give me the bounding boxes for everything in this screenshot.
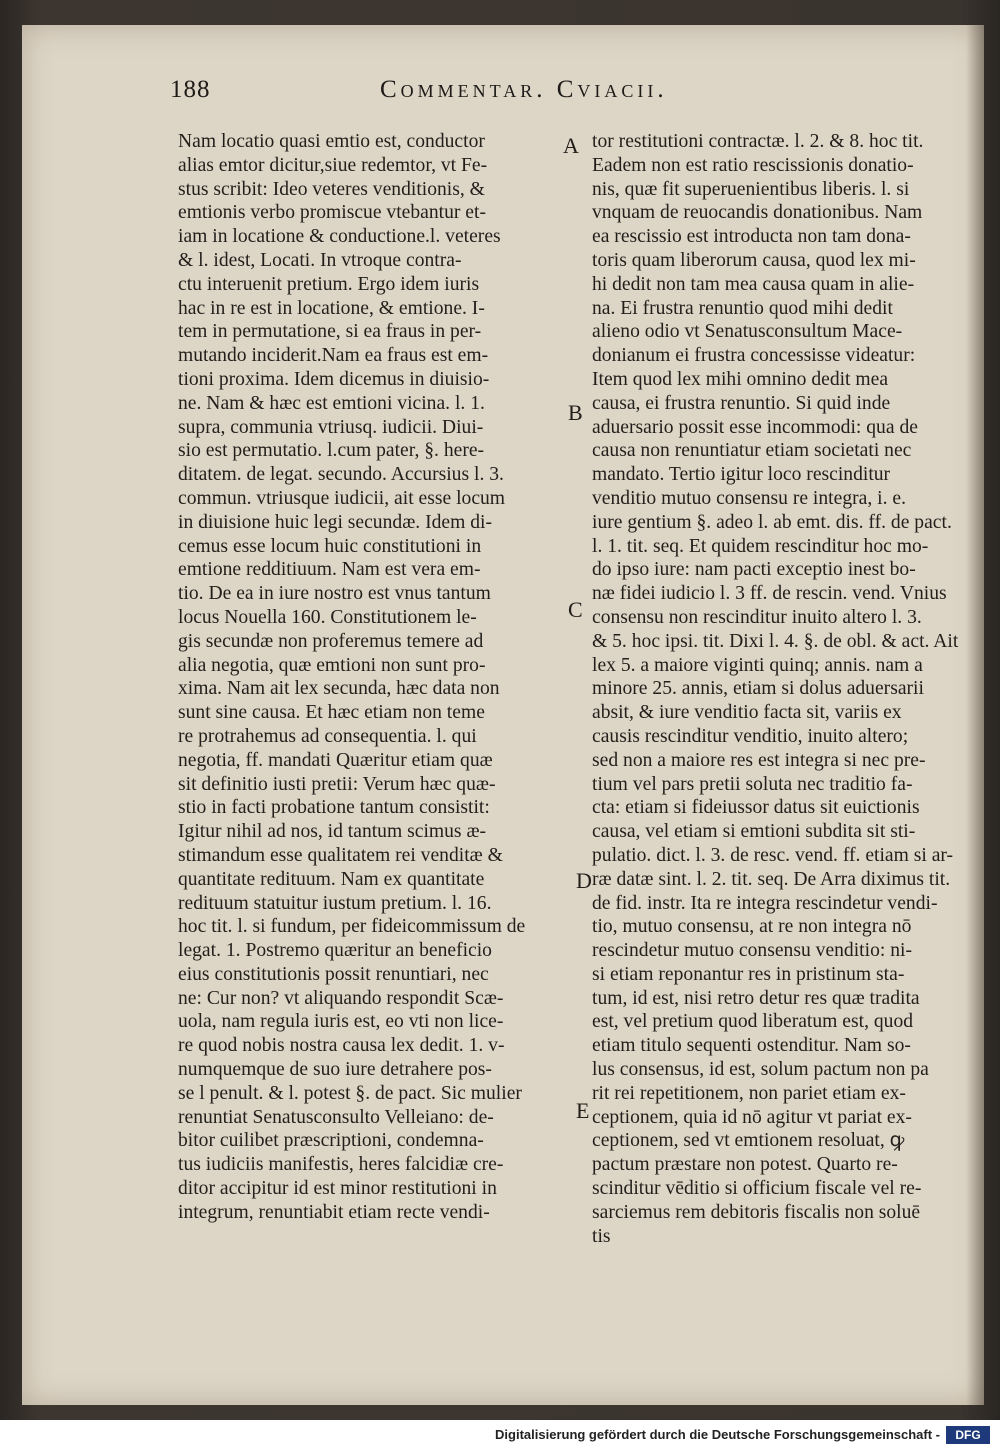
text-line: venditio mutuo consensu re integra, i. e. [592, 487, 906, 509]
text-line: emtione redditiuum. Nam est vera em- [178, 559, 481, 581]
text-line: rit rei repetitionem, non pariet etiam ex- [592, 1082, 906, 1104]
text-line: hoc tit. l. si fundum, per fideicommissum de [178, 916, 526, 938]
text-line: do ipso iure: nam pacti exceptio inest bo- [592, 559, 916, 581]
left-text-column [178, 130, 578, 1225]
text-line: ea rescissio est introducta non tam dona- [592, 226, 911, 248]
text-line: est, vel pretium quod liberatum est, quod [592, 1011, 914, 1033]
text-line: scinditur vēditio si officium fiscale vel re- [592, 1178, 922, 1200]
text-line: ctu interuenit pretium. Ergo idem iuris [178, 273, 480, 295]
text-line: causa non renuntiatur etiam societati nec [592, 440, 912, 462]
text-line: tor restitutioni contractæ. l. 2. & 8. hoc tit. [592, 131, 924, 152]
text-line: legat. 1. Postremo quæritur an beneficio [178, 940, 492, 962]
text-line: & l. idest, Locati. In vtroque contra- [178, 249, 462, 271]
text-line: tum, id est, nisi retro detur res quæ tradita [592, 987, 920, 1009]
text-line: vnquam de reuocandis donationibus. Nam [592, 202, 923, 224]
text-line: sit definitio iusti pretii: Verum hæc quæ- [178, 773, 496, 795]
text-line: Igitur nihil ad nos, id tantum scimus æ- [178, 821, 487, 843]
text-line: renuntiat Senatusconsulto Velleiano: de- [178, 1106, 494, 1128]
text-line: ræ datæ sint. l. 2. tit. seq. De Arra diximus tit. [592, 868, 951, 890]
running-title: Commentar. Cviacii. [380, 76, 668, 103]
text-line: ditatem. de legat. secundo. Accursius l. 3. [178, 464, 504, 486]
footer-bar [0, 1420, 1000, 1452]
text-line: xima. Nam ait lex secunda, hæc data non [178, 678, 500, 700]
text-line: absit, & iure venditio facta sit, variis ex [592, 702, 902, 724]
text-line: gis secundæ non proferemus temere ad [178, 630, 484, 652]
text-line: supra, communia vtriusq. iudicii. Diui- [178, 416, 484, 438]
text-line: re protrahemus ad consequentia. l. qui [178, 725, 477, 747]
text-line: toris quam liberorum causa, quod lex mi- [592, 249, 916, 271]
text-line: tioni proxima. Idem dicemus in diuisio- [178, 368, 490, 390]
text-line: & 5. hoc ipsi. tit. Dixi l. 4. §. de obl. & act. Ait [592, 630, 959, 652]
margin-marker-d: D [576, 868, 592, 893]
text-line: tem in permutatione, si ea fraus in per- [178, 321, 482, 343]
text-line: Item quod lex mihi omnino dedit mea [592, 368, 889, 390]
page-header [170, 70, 790, 110]
text-line: quantitate redituum. Nam ex quantitate [178, 868, 485, 890]
text-line: hac in re est in locatione, & emtione. I- [178, 297, 485, 319]
text-line: mandato. Tertio igitur loco rescinditur [592, 464, 891, 486]
margin-marker-e: E [576, 1098, 590, 1123]
text-line: Eadem non est ratio rescissionis donatio- [592, 154, 914, 176]
text-line: stus scribit: Ideo veteres venditionis, & [178, 178, 485, 200]
text-line: locus Nouella 160. Constitutionem le- [178, 606, 477, 628]
text-line: causa, vel etiam si emtioni subdita sit sti- [592, 821, 916, 843]
text-line: ne. Nam & hæc est emtioni vicina. l. 1. [178, 392, 485, 414]
margin-marker-b: B [568, 400, 583, 425]
text-line: redituum statuitur iustum pretium. l. 16. [178, 892, 492, 914]
text-line: alieno odio vt Senatusconsultum Mace- [592, 321, 903, 343]
text-line: ceptionem, quia id nō agitur vt pariat ex- [592, 1106, 912, 1128]
dfg-logo: DFG [946, 1426, 990, 1444]
text-line: sarciemus rem debitoris fiscalis non soluē [592, 1201, 921, 1223]
footer-credit-text: Digitalisierung gefördert durch die Deutsche Forschungsgemeinschaft - [495, 1427, 940, 1442]
text-line: cta: etiam si fideiussor datus sit euictionis [592, 797, 920, 819]
text-line: pulatio. dict. l. 3. de resc. vend. ff. etiam si ar- [592, 844, 954, 866]
text-line: iam in locatione & conductione.l. veteres [178, 226, 501, 248]
gutter-shadow [966, 25, 984, 1405]
text-line: ne: Cur non? vt aliquando respondit Scæ- [178, 987, 504, 1009]
text-line: tium vel pars pretii soluta nec traditio fa- [592, 773, 913, 795]
text-line: lus consensus, id est, solum pactum non pa [592, 1059, 929, 1081]
text-line: de fid. instr. Ita re integra rescindetur vendi- [592, 892, 938, 914]
text-line: alias emtor dicitur,siue redemtor, vt Fe- [178, 154, 488, 176]
text-line: donianum ei frustra concessisse videatur: [592, 345, 916, 367]
text-line: næ fidei iudicio l. 3 ff. de rescin. vend. Vnius [592, 583, 947, 605]
text-line: eius constitutionis possit renuntiari, nec [178, 963, 489, 985]
text-line: lex 5. a maiore viginti quinq; annis. nam a [592, 654, 923, 676]
text-line: tio. De ea in iure nostro est vnus tantum [178, 583, 491, 605]
text-line: negotia, ff. mandati Quæritur etiam quæ [178, 749, 493, 771]
text-line: ceptionem, sed vt emtionem resoluat, ꝙ [592, 1130, 905, 1152]
text-line: nis, quæ fit superuenientibus liberis. l. si [592, 178, 910, 200]
text-line: causis rescinditur venditio, inuito altero; [592, 725, 909, 747]
text-line: consensu non rescinditur inuito altero l. 3. [592, 606, 922, 628]
text-line: iure gentium §. adeo l. ab emt. dis. ff. de pact. [592, 511, 952, 533]
text-line: hi dedit non tam mea causa quam in alie- [592, 273, 915, 295]
text-line: aduersario possit esse incommodi: qua de [592, 416, 918, 438]
text-line: emtionis verbo promiscue vtebantur et- [178, 202, 486, 224]
text-line: etiam titulo sequenti ostenditur. Nam so- [592, 1035, 911, 1057]
text-line: uola, nam regula iuris est, eo vti non lice- [178, 1011, 504, 1033]
text-line: tis [592, 1225, 611, 1247]
text-line: stio in facti probatione tantum consistit: [178, 797, 490, 819]
text-line: cemus esse locum huic constitutioni in [178, 535, 482, 557]
text-line: mutando inciderit.Nam ea fraus est em- [178, 345, 489, 367]
text-line: na. Ei frustra renuntio quod mihi dedit [592, 297, 893, 319]
text-line: sio est permutatio. l.cum pater, §. here- [178, 440, 485, 462]
text-line: minore 25. annis, etiam si dolus aduersarii [592, 678, 924, 700]
text-line: causa, ei frustra renuntio. Si quid inde [592, 392, 891, 414]
text-line: sed non a maiore res est integra si nec pre- [592, 749, 926, 771]
text-line: numquemque de suo iure detrahere pos- [178, 1059, 492, 1081]
margin-marker-a: A [563, 133, 579, 158]
page-number: 188 [170, 76, 211, 103]
text-line: integrum, renuntiabit etiam recte vendi- [178, 1201, 490, 1223]
text-line: si etiam reponantur res in pristinum sta- [592, 963, 905, 985]
right-text-column [592, 130, 966, 1248]
text-line: alia negotia, quæ emtioni non sunt pro- [178, 654, 486, 676]
text-line: in diuisione huic legi secundæ. Idem di- [178, 511, 492, 533]
text-line: tio, mutuo consensu, at re non integra nō [592, 916, 912, 938]
text-line: sunt sine causa. Et hæc etiam non teme [178, 702, 485, 724]
text-line: se l penult. & l. potest §. de pact. Sic mulier [178, 1082, 522, 1104]
text-line: stimandum esse qualitatem rei venditæ & [178, 844, 503, 866]
margin-marker-c: C [568, 597, 583, 622]
text-line: commun. vtriusque iudicii, ait esse locum [178, 487, 506, 509]
text-line: tus iudiciis manifestis, heres falcidiæ cre- [178, 1154, 504, 1176]
text-line: Nam locatio quasi emtio est, conductor [178, 131, 485, 152]
text-line: bitor cuilibet præscriptioni, condemna- [178, 1130, 484, 1152]
text-line: pactum præstare non potest. Quarto re- [592, 1154, 898, 1176]
text-line: rescindetur mutuo consensu venditio: ni- [592, 940, 912, 962]
text-line: ditor accipitur id est minor restitutioni in [178, 1178, 497, 1200]
text-line: re quod nobis nostra causa lex dedit. 1. v- [178, 1035, 505, 1057]
text-line: l. 1. tit. seq. Et quidem rescinditur hoc mo- [592, 535, 929, 557]
